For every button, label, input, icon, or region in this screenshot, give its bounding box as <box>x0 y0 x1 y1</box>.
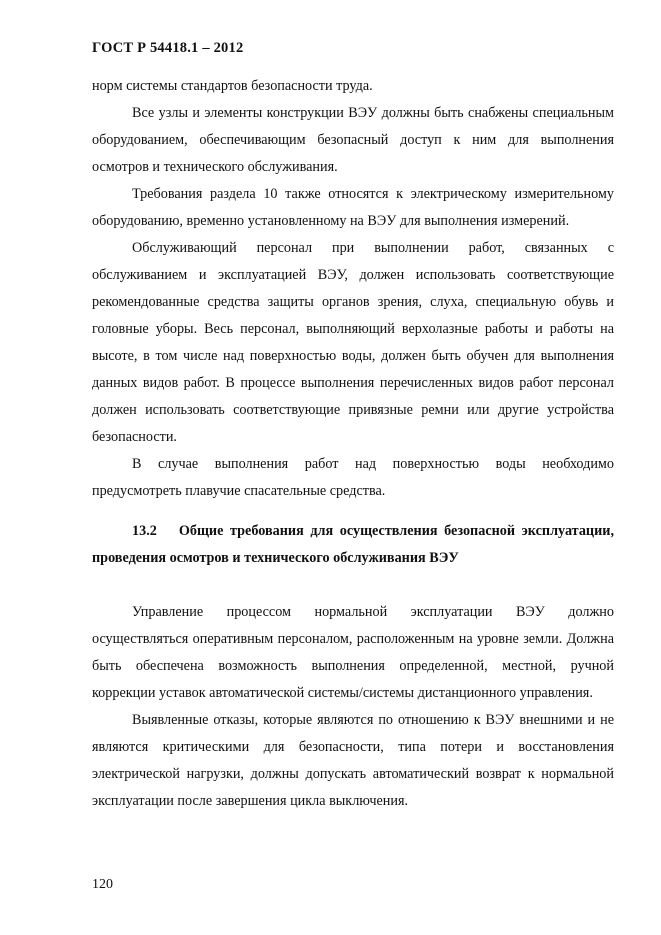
paragraph: В случае выполнения работ над поверхностью воды необходимо предусмотреть плавучие спасательные средства. <box>92 456 614 499</box>
paragraph: Управление процессом нормальной эксплуатации ВЭУ должно осуществляться оперативным персоналом, расположенным на уровне земли. Должна быть обеспечена возможность выполнения определенной, местной, ручной коррекции уставок автоматической системы/системы дистанционного управления. <box>92 604 614 701</box>
section-title: Общие требования для осуществления безопасной эксплуатации, проведения осмотров и технического обслуживания ВЭУ <box>92 523 614 566</box>
paragraph: Требования раздела 10 также относятся к электрическому измерительному оборудованию, временно установленному на ВЭУ для выполнения измерений. <box>92 186 614 229</box>
page-body <box>92 73 614 815</box>
section-number: 13.2 <box>132 523 157 539</box>
paragraph: Обслуживающий персонал при выполнении работ, связанных с обслуживанием и эксплуатацией ВЭУ, должен использовать соответствующие рекомендованные средства защиты органов зрения, слуха, специальную обувь и головные уборы. Весь персонал, выполняющий верхолазные работы и работы на высоте, в том числе над поверхностью воды, должен быть обучен для выполнения данных видов работ. В процессе выполнения перечисленных видов работ персонал должен использовать соответствующие привязные ремни или другие устройства безопасности. <box>92 240 614 445</box>
section-heading <box>92 518 614 572</box>
paragraph: Выявленные отказы, которые являются по отношению к ВЭУ внешними и не являются критическими для безопасности, типа потери и восстановления электрической нагрузки, должны допускать автоматический возврат к нормальной эксплуатации после завершения цикла выключения. <box>92 712 614 809</box>
continuation-paragraph: норм системы стандартов безопасности труда. <box>92 78 373 94</box>
page-number: 120 <box>92 877 113 892</box>
document-header: ГОСТ Р 54418.1 – 2012 <box>92 40 244 56</box>
paragraph: Все узлы и элементы конструкции ВЭУ должны быть снабжены специальным оборудованием, обеспечивающим безопасный доступ к ним для выполнения осмотров и технического обслуживания. <box>92 105 614 175</box>
